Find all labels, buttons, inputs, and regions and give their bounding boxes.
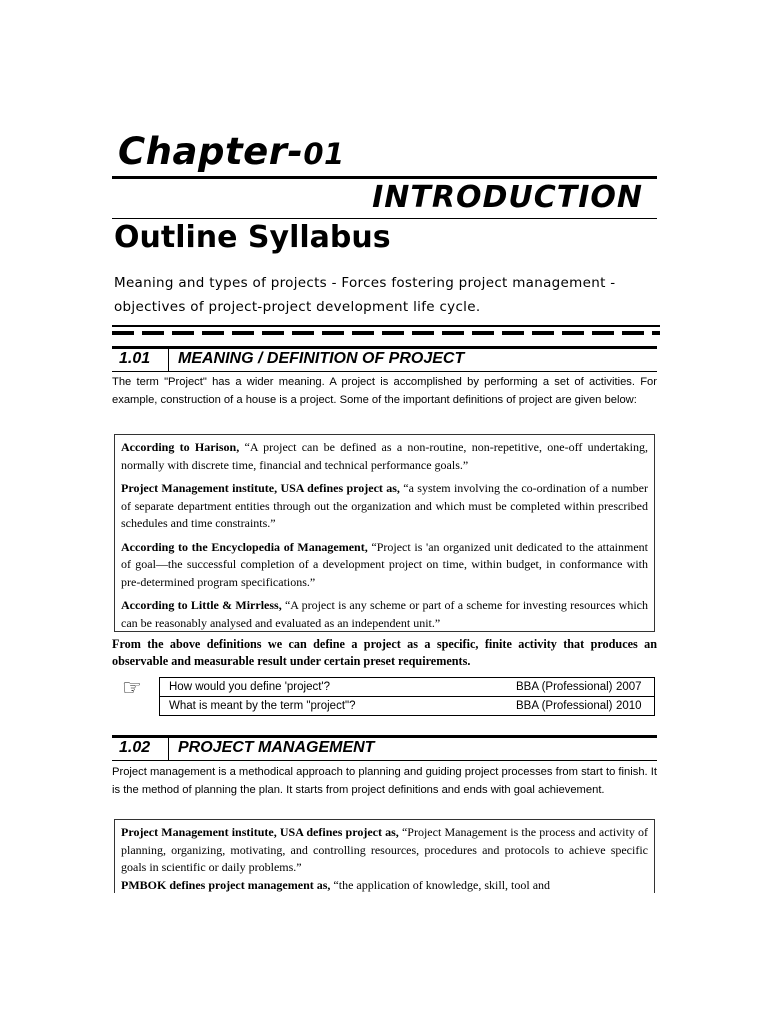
definitions-box-2 xyxy=(114,819,655,893)
section-number: 1.02 xyxy=(119,739,151,756)
table-row xyxy=(160,697,655,716)
section-separator xyxy=(168,349,169,371)
section-title: MEANING / DEFINITION OF PROJECT xyxy=(178,350,465,367)
exam-name: BBA (Professional) xyxy=(516,697,616,716)
question-text: What is meant by the term "project"? xyxy=(160,697,517,716)
section-header-1-02 xyxy=(112,735,657,761)
section-header-1-01 xyxy=(112,346,657,372)
chapter-number: 01 xyxy=(303,137,345,171)
intro-rule xyxy=(112,218,657,219)
definition-source: According to the Encyclopedia of Management, xyxy=(121,539,368,554)
definition-source: Project Management institute, USA defines project as, xyxy=(121,825,399,839)
definition-item xyxy=(121,597,648,632)
section-2-intro: Project management is a methodical approach to planning and guiding project processes from start to finish. It is the method of planning the plan. It starts from project definitions and ends with goal achievement. xyxy=(112,766,657,796)
definitions-box-1 xyxy=(114,434,655,632)
definition-item xyxy=(121,877,648,895)
question-text: How would you define 'project'? xyxy=(160,678,517,697)
definition-source: PMBOK defines project management as, xyxy=(121,877,331,892)
exam-name: BBA (Professional) xyxy=(516,678,616,697)
definition-item xyxy=(121,480,648,533)
definition-source: According to Little & Mirrless, xyxy=(121,598,282,612)
exam-year: 2007 xyxy=(616,678,655,697)
section-1-intro: The term "Project" has a wider meaning. A project is accomplished by performing a set of activities. For example, construction of a house is a project. Some of the important definitions of project are given below: xyxy=(112,376,657,406)
definition-item xyxy=(121,539,648,592)
exam-questions-table xyxy=(159,677,655,716)
outline-heading: Outline Syllabus xyxy=(114,220,391,255)
chapter-label: Chapter- xyxy=(118,130,304,173)
section-1-conclusion: From the above definitions we can define a project as a specific, finite activity that produces an observable and measurable result under certain preset requirements. xyxy=(112,637,657,668)
definition-text: “A project is any scheme or part of a scheme for investing resources which can be reasonably analysed and evaluated as an independent unit.” xyxy=(121,598,649,630)
definition-text: “A project can be defined as a non-routine, non-repetitive, one-off undertaking, normally with discrete time, financial and technical performance goals.” xyxy=(121,440,648,472)
exam-year: 2010 xyxy=(616,697,655,716)
definition-source: According to Harison, xyxy=(121,440,240,454)
outline-text: Meaning and types of projects - Forces fostering project management - objectives of project-project development life cycle. xyxy=(114,275,616,315)
chapter-heading xyxy=(118,130,345,173)
definition-item xyxy=(121,824,648,877)
pointing-hand-icon: ☞ xyxy=(122,676,142,701)
chapter-rule xyxy=(112,176,657,179)
definition-text: “Project Management is the process and activity of planning, organizing, motivating, and controlling resources, procedures and protocols to achieve specific goals in scientific or daily problems.” xyxy=(121,825,649,874)
section-title: PROJECT MANAGEMENT xyxy=(178,739,375,756)
definition-item xyxy=(121,439,648,474)
definition-source: Project Management institute, USA defines project as, xyxy=(121,481,400,495)
definition-text: “the application of knowledge, skill, tool and xyxy=(330,877,551,892)
divider-top xyxy=(112,325,660,327)
definition-text: “Project is 'an organized unit dedicated to the attainment of goal—the successful completion of a development project on time, within budget, in conformance with pre-determined program specifications.” xyxy=(121,539,648,589)
table-row xyxy=(160,678,655,697)
definition-text: “a system involving the co-ordination of a number of separate department entities through out the organization and which must be completed within prescribed schedules and time constraints.” xyxy=(121,481,648,530)
section-separator xyxy=(168,738,169,760)
section-number: 1.01 xyxy=(119,350,151,367)
divider-dashed xyxy=(112,331,660,335)
intro-title: INTRODUCTION xyxy=(372,180,643,215)
